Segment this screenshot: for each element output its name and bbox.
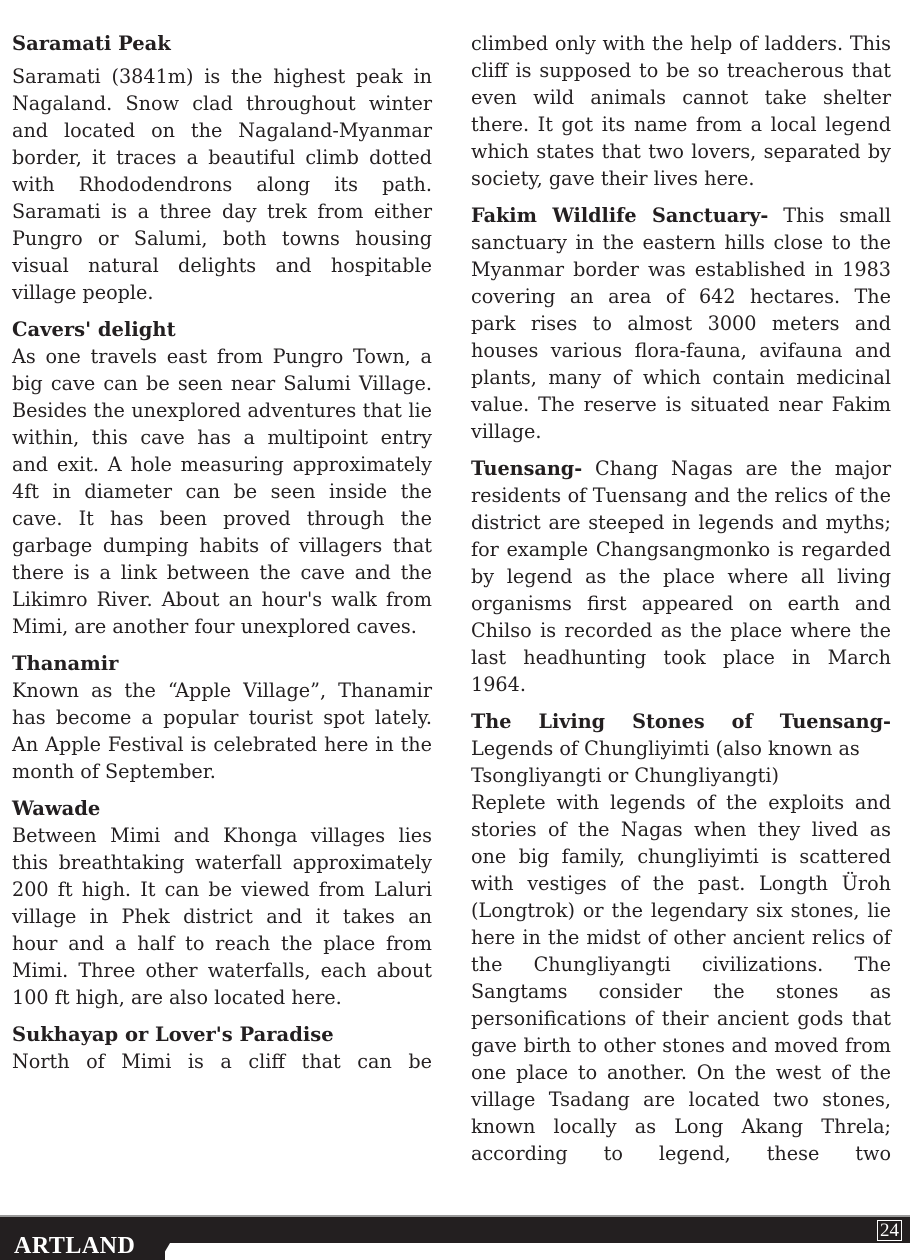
section-heading-line [471,708,891,735]
section-heading: Wawade [12,797,101,820]
section-sukhayap-continued [471,30,891,192]
section-thanamir [12,650,432,785]
section-heading: Saramati Peak [12,32,171,55]
right-column [471,30,891,1177]
section-heading: Fakim Wildlife Sanctuary- [471,204,769,227]
section-tuensang [471,455,891,698]
left-column [12,30,432,1085]
section-saramati-peak [12,30,432,306]
section-body [471,202,891,445]
section-body [471,455,891,698]
section-body: Known as the “Apple Village”, Thanamir has become a popular tourist spot lately. An Apple Festival is celebrated here in the month of September. [12,679,432,783]
section-subtitle: Legends of Chungliyimti (also known as Tsongliyangti or Chungliyangti) [471,737,860,787]
section-living-stones [471,708,891,1167]
section-sukhayap [12,1021,432,1075]
section-text: Chang Nagas are the major residents of Tuensang and the relics of the district are steeped in legends and myths; for example Changsangmonko is regarded by legend as the place where all living organisms first appeared on earth and Chilso is recorded as the place where the last headhunting took place in March 1964. [471,457,891,696]
brand-logo-text: ARTLAND [14,1233,136,1259]
section-body: Between Mimi and Khonga villages lies this breathtaking waterfall approximately 200 ft high. It can be viewed from Laluri village in Phek district and it takes an hour and a half to reach the place from Mimi. Three other waterfalls, each about 100 ft high, are also located here. [12,824,432,1009]
section-body: Saramati (3841m) is the highest peak in Nagaland. Snow clad throughout winter and located on the Nagaland-Myanmar border, it traces a beautiful climb dotted with Rhododendrons along its path. Saramati is a three day trek from either Pungro or Salumi, both towns housing visual natural delights and hospitable village people. [12,65,432,304]
section-body: climbed only with the help of ladders. This cliff is supposed to be so treacherous that even wild animals cannot take shelter there. It got its name from a local legend which states that two lovers, separated by society, gave their lives here. [471,32,891,190]
section-heading: Thanamir [12,652,119,675]
section-body: Replete with legends of the exploits and stories of the Nagas when they lived as one big family, chungliyimti is scattered with vestiges of the past. Longth Üroh (Longtrok) or the legendary six stones, lie here in the midst of other ancient relics of the Chungliyangti civilizations. The Sangtams consider the stones as personifications of their ancient gods that gave birth to other stones and moved from one place to another. On the west of the village Tsadang are located two stones, known locally as Long Akang Threla; according to legend, these two [471,791,891,1165]
section-cavers-delight [12,316,432,640]
section-heading: Tuensang- [471,457,583,480]
section-wawade [12,795,432,1011]
section-heading: Sukhayap or Lover's Paradise [12,1023,334,1046]
section-text: This small sanctuary in the eastern hills close to the Myanmar border was established in 1983 covering an area of 642 hectares. The park rises to almost 3000 meters and houses various flora-fauna, avifauna and plants, many of which contain medicinal value. The reserve is situated near Fakim village. [471,204,892,443]
section-heading: The Living Stones of Tuensang- [471,710,891,733]
section-heading: Cavers' delight [12,318,176,341]
section-fakim-wildlife-sanctuary [471,202,891,445]
section-body: As one travels east from Pungro Town, a big cave can be seen near Salumi Village. Besides the unexplored adventures that lie within, this cave has a multipoint entry and exit. A hole measuring approximately 4ft in diameter can be seen inside the cave. It has been proved through the garbage dumping habits of villagers that there is a link between the cave and the Likimro River. About an hour's walk from Mimi, are another four unexplored caves. [12,345,432,638]
footer-bar [0,1217,910,1243]
section-body: North of Mimi is a cliff that can be [12,1050,432,1073]
page-number: 24 [877,1220,902,1241]
footer-slant-decoration [160,1243,170,1260]
